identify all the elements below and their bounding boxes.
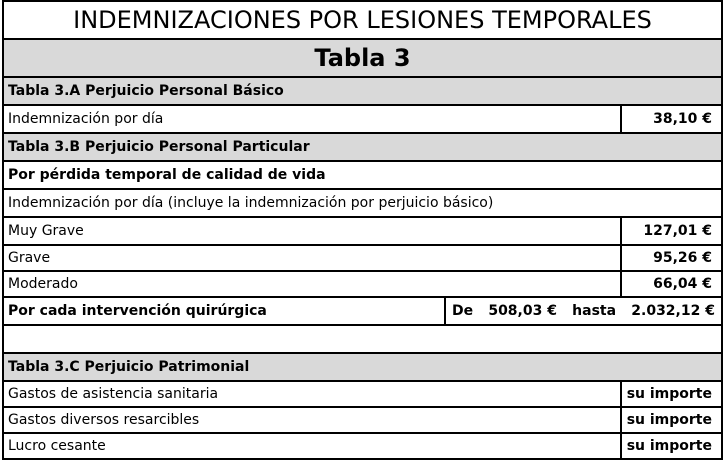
row-value: su importe: [620, 434, 721, 458]
section-b-subheader: Por pérdida temporal de calidad de vida: [8, 167, 326, 183]
row-label: Grave: [8, 250, 51, 266]
title-row: [4, 0, 721, 40]
row-label: Muy Grave: [8, 223, 84, 239]
row-label: Gastos de asistencia sanitaria: [8, 386, 219, 402]
row-value: 127,01 €: [620, 218, 721, 244]
table-title: INDEMNIZACIONES POR LESIONES TEMPORALES: [73, 6, 652, 34]
blank-cell: [4, 326, 721, 352]
surgery-row: [4, 298, 721, 326]
table-row: [4, 408, 721, 434]
compensation-table: [2, 0, 723, 460]
row-value: su importe: [620, 382, 721, 406]
table-subtitle: Tabla 3: [314, 44, 411, 72]
surgery-range: [444, 298, 721, 324]
table-row: [4, 218, 721, 246]
section-a-header: Tabla 3.A Perjuicio Personal Básico: [8, 83, 284, 99]
range-to-value: 2.032,12 €: [631, 303, 715, 319]
table-row: [4, 246, 721, 272]
blank-row: [4, 326, 721, 354]
section-b-note-row: [4, 190, 721, 218]
range-from-word: De: [452, 303, 474, 319]
table-row: [4, 382, 721, 408]
section-b-subheader-row: [4, 162, 721, 190]
table-row: [4, 272, 721, 298]
section-b-header-row: [4, 134, 721, 162]
range-from-value: 508,03 €: [488, 303, 557, 319]
section-c-header: Tabla 3.C Perjuicio Patrimonial: [8, 359, 250, 375]
row-value: 66,04 €: [620, 272, 721, 296]
surgery-label: Por cada intervención quirúrgica: [8, 303, 267, 319]
row-value: su importe: [620, 408, 721, 432]
row-label: Gastos diversos resarcibles: [8, 412, 200, 428]
table-row: [4, 434, 721, 460]
table-row: [4, 106, 721, 134]
section-a-header-row: [4, 78, 721, 106]
range-to-word: hasta: [572, 303, 617, 319]
section-c-header-row: [4, 354, 721, 382]
row-label: Lucro cesante: [8, 438, 106, 454]
row-value: 95,26 €: [620, 246, 721, 270]
row-value: 38,10 €: [620, 106, 721, 132]
subtitle-row: [4, 40, 721, 78]
section-b-note: Indemnización por día (incluye la indemnización por perjuicio básico): [8, 195, 494, 211]
section-b-header: Tabla 3.B Perjuicio Personal Particular: [8, 139, 310, 155]
row-label: Indemnización por día: [8, 111, 164, 127]
row-label: Moderado: [8, 276, 78, 292]
